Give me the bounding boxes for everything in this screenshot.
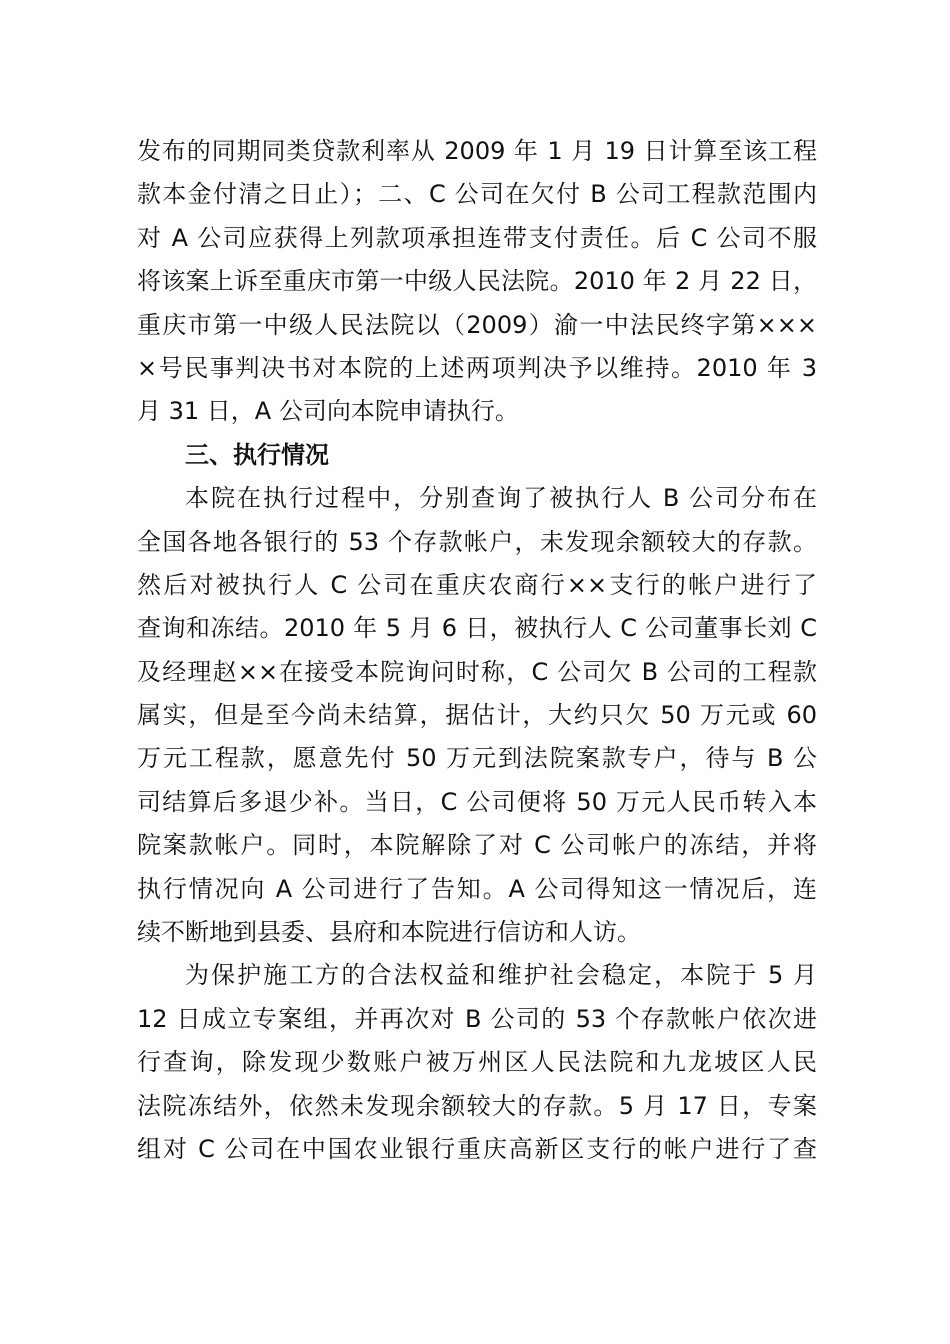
paragraph-first-line: 为保护施工方的合法权益和维护社会稳定，本院于 5 月: [185, 961, 817, 990]
body-line: 法院冻结外，依然未发现余额较大的存款。5 月 17 日，专案: [137, 1091, 817, 1120]
body-line: 全国各地各银行的 53 个存款帐户，未发现余额较大的存款。: [137, 527, 817, 556]
body-line: 12 日成立专案组，并再次对 B 公司的 53 个存款帐户依次进: [137, 1004, 817, 1033]
body-line: 司结算后多退少补。当日，C 公司便将 50 万元人民币转入本: [137, 787, 817, 816]
body-line: 及经理赵××在接受本院询问时称，C 公司欠 B 公司的工程款: [137, 657, 817, 686]
body-line: 发布的同期同类贷款利率从 2009 年 1 月 19 日计算至该工程: [137, 137, 817, 165]
paragraph-first-line: 本院在执行过程中，分别查询了被执行人 B 公司分布在: [185, 484, 817, 513]
body-line: 院案款帐户。同时，本院解除了对 C 公司帐户的冻结，并将: [137, 831, 817, 860]
body-line: 万元工程款，愿意先付 50 万元到法院案款专户，待与 B 公: [137, 744, 817, 773]
body-line: 对 A 公司应获得上列款项承担连带支付责任。后 C 公司不服: [137, 223, 817, 252]
body-line: 行查询，除发现少数账户被万州区人民法院和九龙坡区人民: [137, 1048, 817, 1077]
body-line: 款本金付清之日止）；二、C 公司在欠付 B 公司工程款范围内: [137, 180, 817, 209]
body-line: 组对 C 公司在中国农业银行重庆高新区支行的帐户进行了查: [137, 1134, 817, 1163]
paragraph-last-line: 续不断地到县委、县府和本院进行信访和人访。: [137, 918, 641, 947]
body-line: 执行情况向 A 公司进行了告知。A 公司得知这一情况后，连: [137, 874, 817, 903]
paragraph-last-line: 月 31 日，A 公司向本院申请执行。: [137, 397, 519, 426]
body-line: 查询和冻结。2010 年 5 月 6 日，被执行人 C 公司董事长刘 C: [137, 614, 817, 643]
body-line: 重庆市第一中级人民法院以（2009）渝一中法民终字第×××: [137, 310, 817, 339]
document-body: [137, 130, 817, 1171]
body-line: 然后对被执行人 C 公司在重庆农商行××支行的帐户进行了: [137, 570, 817, 599]
body-line: 属实，但是至今尚未结算，据估计，大约只欠 50 万元或 60: [137, 701, 817, 730]
section-heading: 三、执行情况: [185, 440, 329, 469]
body-line: 将该案上诉至重庆市第一中级人民法院。2010 年 2 月 22 日，: [137, 267, 817, 296]
body-line: ×号民事判决书对本院的上述两项判决予以维持。2010 年 3: [137, 353, 817, 382]
